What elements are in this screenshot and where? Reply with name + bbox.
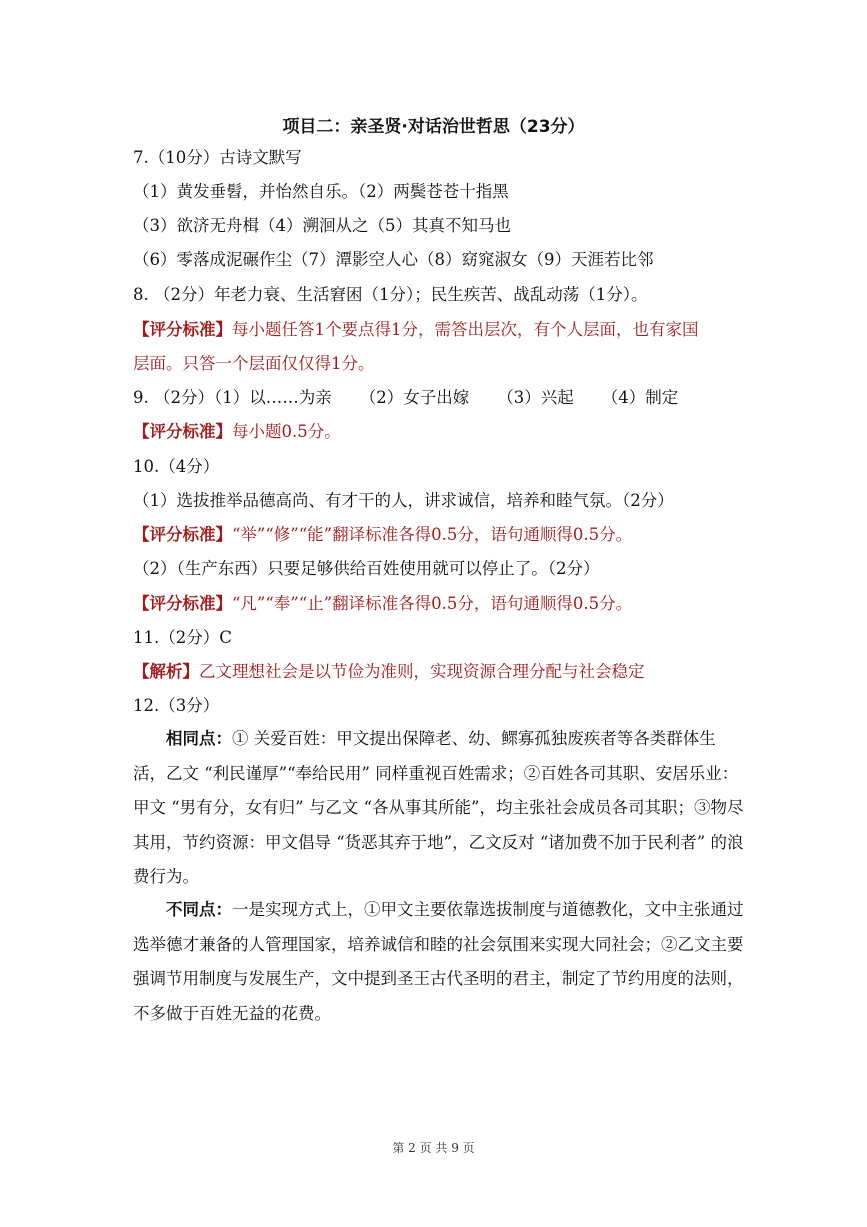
q9-answer [133,386,678,410]
scoring-standard-tag: 【评分标准】 [133,422,232,441]
scoring-standard-text: 每小题任答1个要点得1分，需答出层次，有个人层面，也有家国 [232,320,699,339]
q10-scoring-standard-2 [133,592,632,616]
similarities-text: ① 关爱百姓：甲文提出保障老、幼、鳏寡孤独废疾者等各类群体生活，乙文 “利民谨厚”“奉给民用” 同样重视百姓需求；②百姓各司其职、安居乐业：甲文 “男有分，女有归” 与乙文 “各从事其所能”，均主张社会成员各司其职；③物尽其用，节约资源：甲文倡导 “货恶其弃于地”，乙文反对 “诸加费不加于民利者” 的浪费行为。 [133,729,744,886]
q7-heading: 7.（10分）古诗文默写 [133,148,302,167]
q9-item-3: （3）兴起 [497,388,574,407]
q12-similarities-paragraph [133,722,748,895]
scoring-standard-tag: 【评分标准】 [133,525,232,544]
q9-heading: 9. （2分） [133,388,214,407]
analysis-tag: 【解析】 [133,662,199,681]
analysis-text: 乙文理想社会是以节俭为准则，实现资源合理分配与社会稳定 [199,662,645,681]
q12-differences-paragraph [133,893,748,1031]
scoring-standard-tag: 【评分标准】 [133,594,232,613]
q9-item-4: （4）制定 [601,388,679,407]
scoring-standard-text: 每小题0.5分。 [232,422,341,441]
q11-analysis [133,660,645,684]
scoring-standard-text: “凡”“奉”“止”翻译标准各得0.5分，语句通顺得0.5分。 [232,594,633,613]
q9-item-1: （1）以……为亲 [214,388,332,407]
q9-scoring-standard [133,420,341,444]
q7-answer-line-3: （6）零落成泥碾作尘（7）潭影空人心（8）窈窕淑女（9）天涯若比邻 [133,250,654,269]
scoring-standard-tag: 【评分标准】 [133,320,232,339]
q7-answer-line-1: （1）黄发垂髫，并怡然自乐。（2）两鬓苍苍十指黑 [133,182,509,201]
q9-item-2: （2）女子出嫁 [359,388,470,407]
page-footer: 第 2 页 共 9 页 [392,1141,475,1155]
q10-answer-2: （2）（生产东西）只要足够供给百姓使用就可以停止了。（2分） [133,559,600,578]
similarities-label: 相同点： [166,729,232,748]
q8-answer: 8. （2分）年老力衰、生活窘困（1分）；民生疾苦、战乱动荡（1分）。 [133,285,648,304]
q11-answer: 11.（2分）C [133,628,232,647]
q10-answer-1: （1）选拔推举品德高尚、有才干的人，讲求诚信，培养和睦气氛。（2分） [133,491,674,510]
section-title: 项目二：亲圣贤·对话治世哲思（23分） [282,117,585,137]
q7-answer-line-2: （3）欲济无舟楫（4）溯洄从之（5）其真不知马也 [133,216,511,235]
q10-heading: 10.（4分） [133,457,220,476]
q8-scoring-standard [133,318,699,342]
q12-heading: 12.（3分） [133,696,220,715]
differences-text: 一是实现方式上，①甲文主要依靠选拔制度与道德教化，文中主张通过选举德才兼备的人管理国家，培养诚信和睦的社会氛围来实现大同社会；②乙文主要强调节用制度与发展生产，文中提到圣王古代圣明的君主，制定了节约用度的法则，不多做于百姓无益的花费。 [133,900,744,1023]
q8-scoring-standard-cont: 层面。只答一个层面仅仅得1分。 [133,354,375,373]
scoring-standard-text: “举”“修”“能”翻译标准各得0.5分，语句通顺得0.5分。 [232,525,633,544]
q10-scoring-standard-1 [133,523,632,547]
differences-label: 不同点： [166,900,232,919]
